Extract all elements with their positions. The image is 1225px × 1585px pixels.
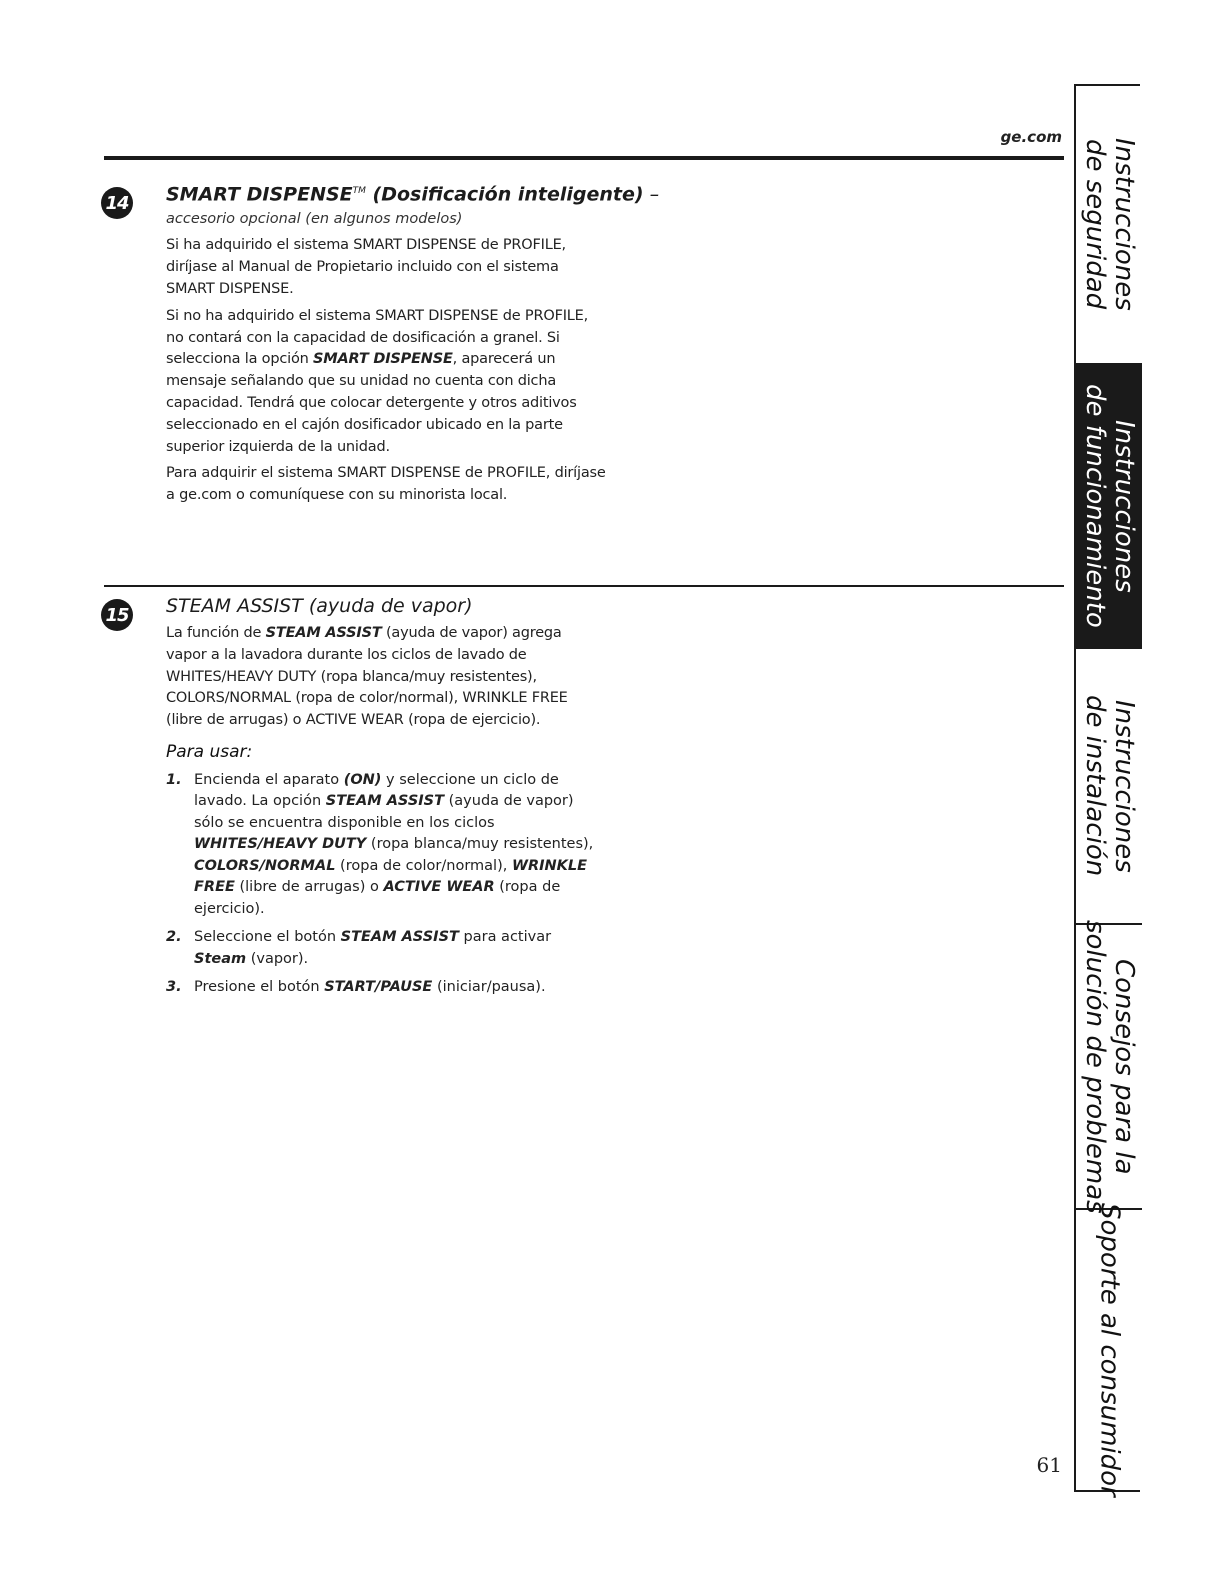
section-14-subtitle: accesorio opcional (en algunos modelos) — [166, 211, 463, 228]
section-15-title: STEAM ASSIST (ayuda de vapor) — [166, 595, 473, 617]
trademark-mark: TM — [352, 186, 366, 196]
section-14-paragraph-2: Si no ha adquirido el sistema SMART DISPENSE de PROFILE, no contará con la capacidad de dosificación a granel. Si selecciona la opción SMART DISPENSE, aparecerá un mensaje señalando que su unidad no cuenta con dicha capacidad. Tendrá que colocar detergente y otros aditivos seleccionado en el cajón dosificador ubicado en la parte superior izquierda de la unidad. — [166, 307, 589, 455]
section-14-title: SMART DISPENSE™ (Dosificación inteligente) – — [166, 183, 660, 206]
section-14-paragraph-3: Para adquirir el sistema SMART DISPENSE de PROFILE, diríjase a ge.com o comuníquese con su minorista local. — [166, 465, 606, 504]
section-15 — [166, 593, 606, 1006]
tab-installation-instructions[interactable]: Instrucciones de instalación — [1076, 649, 1142, 925]
section-15-intro: La función de STEAM ASSIST (ayuda de vapor) agrega vapor a la lavadora durante los ciclos de lavado de WHITES/HEAVY DUTY (ropa blanca/muy resistentes), COLORS/NORMAL (ropa de color/normal), WRINKLE FREE (libre de arrugas) o ACTIVE WEAR (ropa de ejercicio). — [166, 625, 568, 729]
tab-consumer-support[interactable]: Soporte al consumidor — [1094, 1203, 1125, 1497]
side-tab-bar — [1074, 84, 1140, 1497]
usage-heading: Para usar: — [166, 741, 253, 762]
section-14-number-badge: 14 — [101, 187, 133, 219]
usage-step-1: 1. Encienda el aparato (ON) y seleccione un ciclo de lavado. La opción STEAM ASSIST (ayuda de vapor) sólo se encuentra disponible en los ciclos WHITES/HEAVY DUTY (ropa blanca/muy resistentes), COLORS/NORMAL (ropa de color/normal), WRINKLE FREE (libre de arrugas) o ACTIVE WEAR (ropa de ejercicio). — [166, 771, 594, 917]
page-number: 61 — [1036, 1453, 1062, 1477]
section-divider — [104, 585, 1064, 587]
site-url: ge.com — [1000, 128, 1062, 146]
usage-step-2: 2. Seleccione el botón STEAM ASSIST para activar Steam (vapor). — [166, 929, 552, 967]
section-14 — [166, 178, 660, 512]
tab-operating-instructions[interactable]: Instrucciones de funcionamiento — [1076, 365, 1142, 649]
usage-steps — [166, 770, 606, 999]
tab-troubleshooting[interactable]: Consejos para la solución de problemas — [1076, 925, 1142, 1210]
top-divider — [104, 156, 1064, 160]
section-15-number-badge: 15 — [101, 599, 133, 631]
usage-step-3: 3. Presione el botón START/PAUSE (iniciar/pausa). — [166, 979, 546, 996]
tab-safety-instructions[interactable]: Instrucciones de seguridad — [1076, 86, 1142, 365]
section-14-paragraph-1: Si ha adquirido el sistema SMART DISPENSE de PROFILE, diríjase al Manual de Propietario incluido con el sistema SMART DISPENSE. — [166, 237, 566, 297]
